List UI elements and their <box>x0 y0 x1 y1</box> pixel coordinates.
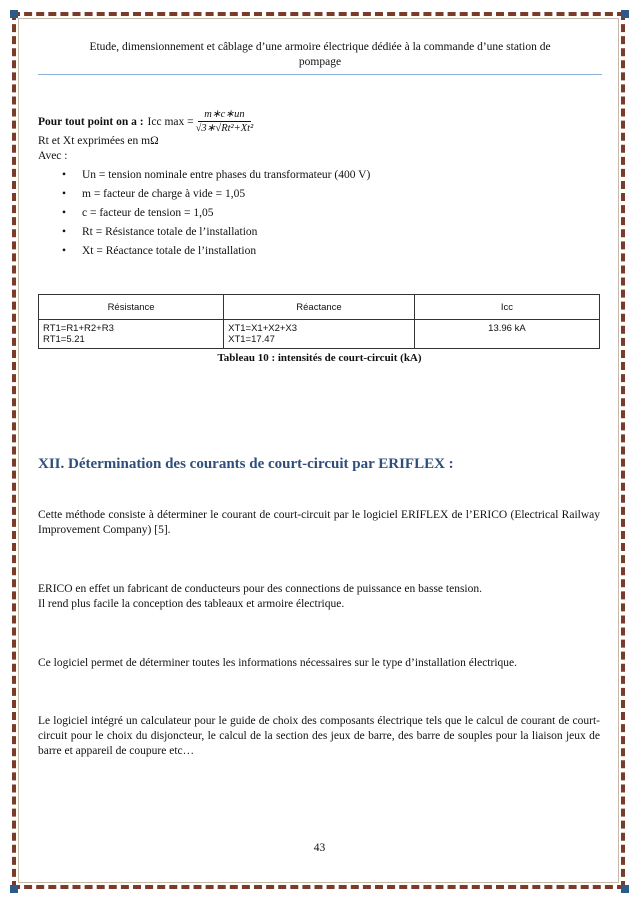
formula-lhs: Icc max = <box>147 116 194 128</box>
paragraph-method: Cette méthode consiste à déterminer le courant de court-circuit par le logiciel ERIFLEX de l’ERICO (Electrical Railway Improvement Company) [5]. <box>38 509 600 536</box>
list-item: • Xt = Réactance totale de l’installation <box>62 242 370 261</box>
running-header-line1: Etude, dimensionnement et câblage d’une armoire électrique dédiée à la commande d’une station de <box>89 41 551 53</box>
table-row <box>39 320 600 349</box>
running-header-line2: pompage <box>298 56 342 68</box>
cell-resistance-line2: RT1=5.21 <box>43 334 85 345</box>
page-number: 43 <box>313 842 326 854</box>
list-item: • c = facteur de tension = 1,05 <box>62 204 370 223</box>
list-item: • Rt = Résistance totale de l’installation <box>62 223 370 242</box>
paragraph-logiciel: Ce logiciel permet de déterminer toutes les informations nécessaires sur le type d’installation électrique. <box>38 657 518 669</box>
cell-reactance-line1: XT1=X1+X2+X3 <box>228 323 298 334</box>
cell-reactance-line2: XT1=17.47 <box>228 334 275 345</box>
units-note: Rt et Xt exprimées en mΩ <box>38 135 159 147</box>
column-header-reactance: Réactance <box>224 295 415 320</box>
formula-denominator: √3∗√Rt²+Xt² <box>195 123 254 134</box>
formula-numerator: m∗c∗un <box>198 108 250 122</box>
column-header-icc: Icc <box>414 295 599 320</box>
header-rule <box>38 74 602 75</box>
paragraph-calculateur: Le logiciel intégré un calculateur pour le guide de choix des composants électrique tels que le calcul de courant de court-circuit pour le choix du disjoncteur, le calcul de la section des jeux de barre, des barre de souples pour la liaison jeux de barre et appareil de coupure etc… <box>38 715 600 757</box>
list-item: • m = facteur de charge à vide = 1,05 <box>62 185 370 204</box>
table-caption: Tableau 10 : intensités de court-circuit (kA) <box>217 352 422 364</box>
definitions-list <box>62 166 370 261</box>
cell-reactance <box>224 320 415 349</box>
table-header-row <box>39 295 600 320</box>
corner-ornament-top-right <box>621 10 629 18</box>
avec-label: Avec : <box>38 150 68 162</box>
running-header <box>40 40 600 70</box>
short-circuit-table <box>38 294 600 349</box>
cell-icc: 13.96 kA <box>414 320 599 349</box>
formula-line <box>38 108 253 136</box>
corner-ornament-bottom-left <box>10 885 18 893</box>
corner-ornament-top-left <box>10 10 18 18</box>
column-header-resistance: Résistance <box>39 295 224 320</box>
list-item: • Un = tension nominale entre phases du transformateur (400 V) <box>62 166 370 185</box>
paragraph-erico-2: Il rend plus facile la conception des tableaux et armoire électrique. <box>38 598 345 610</box>
cell-resistance <box>39 320 224 349</box>
cell-resistance-line1: RT1=R1+R2+R3 <box>43 323 114 334</box>
corner-ornament-bottom-right <box>621 885 629 893</box>
paragraph-erico: ERICO en effet un fabricant de conducteurs pour des connections de puissance en basse tension. <box>38 583 482 595</box>
formula-fraction <box>196 108 254 136</box>
section-heading: XII. Détermination des courants de court-circuit par ERIFLEX : <box>38 456 454 472</box>
formula-label: Pour tout point on a : <box>38 116 144 128</box>
